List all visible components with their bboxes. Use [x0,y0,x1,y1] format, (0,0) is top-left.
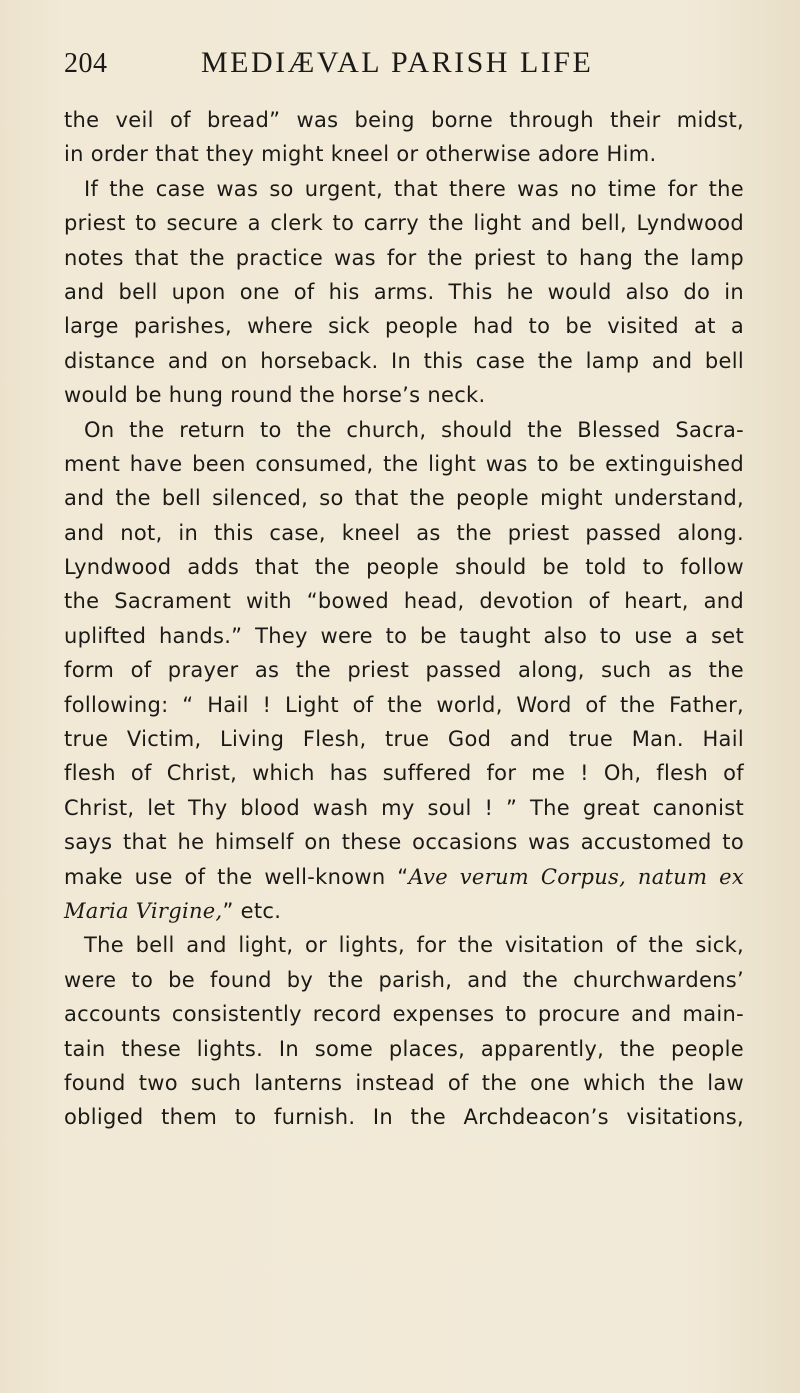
text-line: If the case was so urgent, that there was no time for the [84,176,744,201]
page-header [64,46,764,96]
text-line: priest to secure a clerk to carry the light and bell, Lyndwood [64,211,744,236]
body-text [64,103,744,1135]
text-line: distance and on horseback. In this case the lamp and bell [64,348,744,373]
text-line: found two such lanterns instead of the one which the law [64,1070,744,1095]
page-number: 204 [64,48,108,79]
text-line: the veil of bread” was being borne through their midst, [64,108,744,132]
text-line: and bell upon one of his arms. This he would also do in [64,279,744,304]
text-line: form of prayer as the priest passed along, such as the [64,658,744,683]
text-line: notes that the practice was for the priest to hang the lamp [64,245,744,270]
text-line: flesh of Christ, which has suffered for me ! Oh, flesh of [64,761,744,786]
text-line: would be hung round the horse’s neck. [64,383,486,408]
text-line: The bell and light, or lights, for the visitation of the sick, [84,933,744,958]
italic-latin-text: Ave verum Corpus, natum ex [408,864,744,889]
text-line: and not, in this case, kneel as the priest passed along. [64,520,744,545]
italic-latin-text: Maria Virgine, [64,898,223,923]
text-line: obliged them to furnish. In the Archdeacon’s visitations, [64,1105,744,1130]
text-line: large parishes, where sick people had to be visited at a [64,314,744,339]
text-line: were to be found by the parish, and the churchwardens’ [64,967,744,992]
text-line: following: “ Hail ! Light of the world, Word of the Father, [64,692,744,717]
text-line [64,894,744,928]
running-title: MEDIÆVAL PARISH LIFE [201,46,594,79]
text-line: Christ, let Thy blood wash my soul ! ” The great canonist [64,795,744,820]
text-line: the Sacrament with “bowed head, devotion of heart, and [64,589,744,614]
text-line: accounts consistently record expenses to procure and main- [64,1002,744,1027]
text-line: and the bell silenced, so that the people might understand, [64,486,744,511]
text-line: tain these lights. In some places, apparently, the people [64,1036,744,1061]
text-line: says that he himself on these occasions was accustomed to [64,830,744,855]
text-line: uplifted hands.” They were to be taught also to use a set [64,623,744,648]
text-line: in order that they might kneel or otherwise adore Him. [64,142,657,167]
text-line [64,860,744,894]
text-line: On the return to the church, should the Blessed Sacra- [84,417,744,442]
text-line: true Victim, Living Flesh, true God and true Man. Hail [64,727,744,752]
text-segment: ” etc. [222,898,282,923]
text-segment: make use of the well-known “ [64,864,409,889]
text-line: ment have been consumed, the light was to be extinguished [64,451,744,476]
text-line: Lyndwood adds that the people should be told to follow [64,555,744,580]
